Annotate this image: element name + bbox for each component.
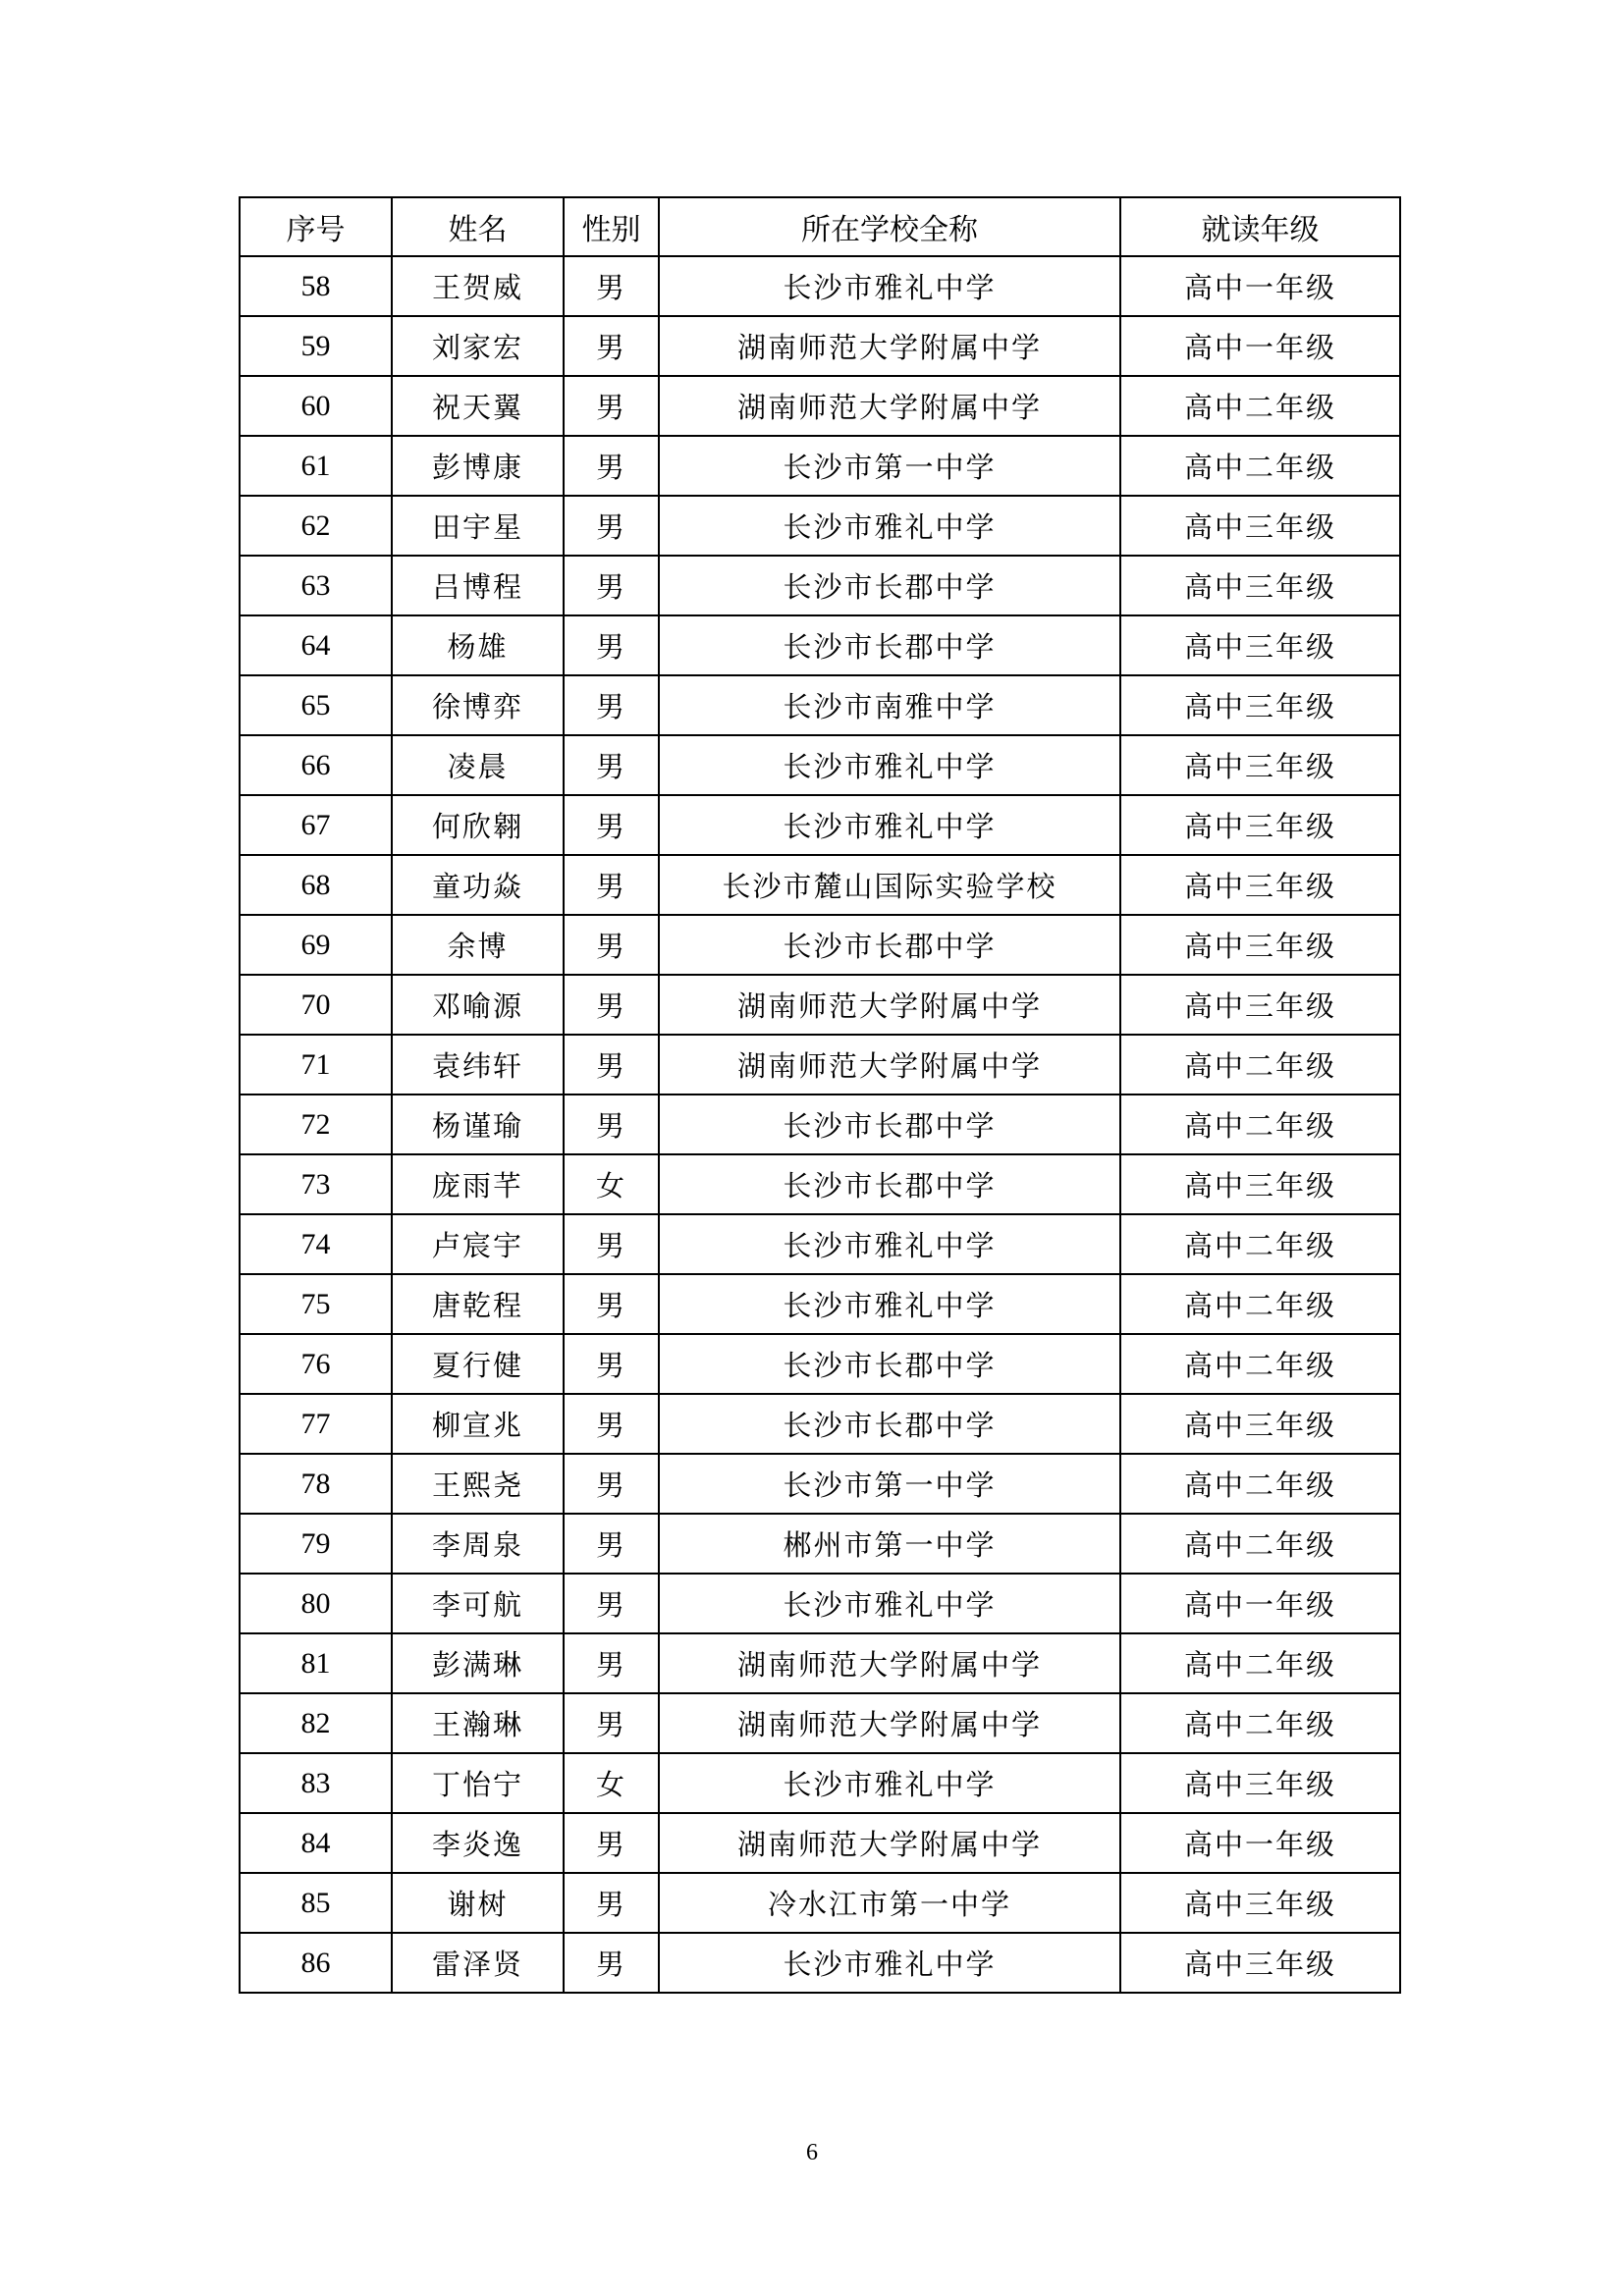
cell-serial-number: 64	[240, 615, 392, 675]
cell-serial-number: 78	[240, 1454, 392, 1514]
cell-serial-number: 81	[240, 1633, 392, 1693]
cell-serial-number: 61	[240, 436, 392, 496]
cell-gender: 男	[564, 1933, 659, 1993]
table-row	[240, 1394, 1400, 1454]
cell-name: 祝天翼	[392, 376, 564, 436]
cell-grade: 高中二年级	[1120, 1334, 1400, 1394]
table-row	[240, 1753, 1400, 1813]
cell-name: 邓喻源	[392, 975, 564, 1035]
cell-gender: 男	[564, 376, 659, 436]
cell-serial-number: 60	[240, 376, 392, 436]
table-row	[240, 1873, 1400, 1933]
cell-serial-number: 62	[240, 496, 392, 556]
cell-serial-number: 77	[240, 1394, 392, 1454]
table-row	[240, 1574, 1400, 1633]
cell-school: 长沙市长郡中学	[659, 1394, 1120, 1454]
cell-name: 唐乾程	[392, 1274, 564, 1334]
cell-gender: 男	[564, 256, 659, 316]
cell-gender: 女	[564, 1154, 659, 1214]
table-body	[240, 256, 1400, 1993]
cell-serial-number: 65	[240, 675, 392, 735]
cell-name: 凌晨	[392, 735, 564, 795]
cell-school: 湖南师范大学附属中学	[659, 1693, 1120, 1753]
cell-school: 湖南师范大学附属中学	[659, 975, 1120, 1035]
page-number: 6	[806, 2140, 818, 2165]
cell-name: 丁怡宁	[392, 1753, 564, 1813]
cell-gender: 男	[564, 1514, 659, 1574]
cell-gender: 男	[564, 1633, 659, 1693]
cell-school: 长沙市长郡中学	[659, 1334, 1120, 1394]
cell-gender: 男	[564, 1873, 659, 1933]
cell-serial-number: 73	[240, 1154, 392, 1214]
cell-gender: 男	[564, 915, 659, 975]
table-row	[240, 1214, 1400, 1274]
cell-serial-number: 59	[240, 316, 392, 376]
table-row	[240, 975, 1400, 1035]
cell-grade: 高中二年级	[1120, 436, 1400, 496]
table-row	[240, 1274, 1400, 1334]
table-row	[240, 556, 1400, 615]
cell-name: 李炎逸	[392, 1813, 564, 1873]
cell-gender: 男	[564, 795, 659, 855]
cell-school: 湖南师范大学附属中学	[659, 1633, 1120, 1693]
cell-name: 王瀚琳	[392, 1693, 564, 1753]
table-row	[240, 675, 1400, 735]
cell-name: 何欣翱	[392, 795, 564, 855]
cell-grade: 高中二年级	[1120, 1095, 1400, 1154]
cell-name: 王熙尧	[392, 1454, 564, 1514]
cell-serial-number: 70	[240, 975, 392, 1035]
cell-grade: 高中二年级	[1120, 376, 1400, 436]
cell-school: 郴州市第一中学	[659, 1514, 1120, 1574]
cell-serial-number: 63	[240, 556, 392, 615]
cell-serial-number: 80	[240, 1574, 392, 1633]
table-header-row	[240, 197, 1400, 256]
cell-gender: 男	[564, 1454, 659, 1514]
cell-school: 长沙市雅礼中学	[659, 735, 1120, 795]
cell-serial-number: 74	[240, 1214, 392, 1274]
cell-school: 长沙市长郡中学	[659, 915, 1120, 975]
cell-grade: 高中三年级	[1120, 855, 1400, 915]
cell-name: 杨谨瑜	[392, 1095, 564, 1154]
cell-gender: 男	[564, 1035, 659, 1095]
cell-school: 长沙市第一中学	[659, 436, 1120, 496]
cell-gender: 男	[564, 1274, 659, 1334]
cell-serial-number: 76	[240, 1334, 392, 1394]
table-row	[240, 1693, 1400, 1753]
cell-grade: 高中二年级	[1120, 1214, 1400, 1274]
cell-name: 谢树	[392, 1873, 564, 1933]
cell-name: 彭博康	[392, 436, 564, 496]
cell-name: 徐博弈	[392, 675, 564, 735]
table-row	[240, 1035, 1400, 1095]
cell-grade: 高中三年级	[1120, 915, 1400, 975]
cell-name: 袁纬轩	[392, 1035, 564, 1095]
cell-name: 庞雨芊	[392, 1154, 564, 1214]
cell-serial-number: 71	[240, 1035, 392, 1095]
cell-gender: 男	[564, 316, 659, 376]
cell-grade: 高中三年级	[1120, 496, 1400, 556]
student-roster-table	[239, 196, 1401, 1994]
table-row	[240, 376, 1400, 436]
header-name: 姓名	[392, 197, 564, 256]
table-row	[240, 855, 1400, 915]
cell-serial-number: 72	[240, 1095, 392, 1154]
cell-grade: 高中三年级	[1120, 795, 1400, 855]
cell-serial-number: 68	[240, 855, 392, 915]
cell-serial-number: 79	[240, 1514, 392, 1574]
cell-school: 长沙市长郡中学	[659, 1095, 1120, 1154]
cell-serial-number: 85	[240, 1873, 392, 1933]
header-grade: 就读年级	[1120, 197, 1400, 256]
cell-gender: 男	[564, 975, 659, 1035]
table-row	[240, 915, 1400, 975]
header-gender: 性别	[564, 197, 659, 256]
cell-name: 王贺威	[392, 256, 564, 316]
cell-grade: 高中三年级	[1120, 615, 1400, 675]
cell-grade: 高中三年级	[1120, 735, 1400, 795]
cell-grade: 高中三年级	[1120, 1753, 1400, 1813]
cell-school: 长沙市雅礼中学	[659, 795, 1120, 855]
cell-school: 长沙市长郡中学	[659, 615, 1120, 675]
table-row	[240, 1334, 1400, 1394]
cell-grade: 高中一年级	[1120, 1574, 1400, 1633]
cell-serial-number: 82	[240, 1693, 392, 1753]
cell-school: 湖南师范大学附属中学	[659, 1813, 1120, 1873]
cell-school: 湖南师范大学附属中学	[659, 376, 1120, 436]
cell-serial-number: 69	[240, 915, 392, 975]
cell-grade: 高中二年级	[1120, 1633, 1400, 1693]
cell-grade: 高中三年级	[1120, 556, 1400, 615]
table-row	[240, 1813, 1400, 1873]
cell-grade: 高中二年级	[1120, 1274, 1400, 1334]
cell-school: 长沙市第一中学	[659, 1454, 1120, 1514]
header-school: 所在学校全称	[659, 197, 1120, 256]
table-row	[240, 1454, 1400, 1514]
cell-gender: 男	[564, 1574, 659, 1633]
cell-name: 杨雄	[392, 615, 564, 675]
table-row	[240, 496, 1400, 556]
cell-school: 长沙市雅礼中学	[659, 1933, 1120, 1993]
cell-grade: 高中一年级	[1120, 1813, 1400, 1873]
table-row	[240, 1514, 1400, 1574]
cell-name: 余博	[392, 915, 564, 975]
cell-school: 湖南师范大学附属中学	[659, 1035, 1120, 1095]
cell-school: 长沙市雅礼中学	[659, 256, 1120, 316]
cell-name: 夏行健	[392, 1334, 564, 1394]
cell-grade: 高中一年级	[1120, 316, 1400, 376]
cell-school: 冷水江市第一中学	[659, 1873, 1120, 1933]
cell-name: 柳宣兆	[392, 1394, 564, 1454]
cell-grade: 高中二年级	[1120, 1693, 1400, 1753]
cell-name: 田宇星	[392, 496, 564, 556]
cell-serial-number: 67	[240, 795, 392, 855]
cell-name: 童功焱	[392, 855, 564, 915]
cell-gender: 男	[564, 675, 659, 735]
cell-school: 长沙市雅礼中学	[659, 1574, 1120, 1633]
table-row	[240, 436, 1400, 496]
cell-serial-number: 58	[240, 256, 392, 316]
cell-gender: 女	[564, 1753, 659, 1813]
cell-name: 李可航	[392, 1574, 564, 1633]
cell-gender: 男	[564, 436, 659, 496]
cell-gender: 男	[564, 1334, 659, 1394]
cell-name: 雷泽贤	[392, 1933, 564, 1993]
table-row	[240, 795, 1400, 855]
table-row	[240, 1633, 1400, 1693]
cell-grade: 高中三年级	[1120, 675, 1400, 735]
cell-grade: 高中一年级	[1120, 256, 1400, 316]
cell-gender: 男	[564, 1095, 659, 1154]
cell-gender: 男	[564, 855, 659, 915]
header-serial-number: 序号	[240, 197, 392, 256]
cell-gender: 男	[564, 1813, 659, 1873]
cell-gender: 男	[564, 496, 659, 556]
cell-grade: 高中二年级	[1120, 1514, 1400, 1574]
cell-school: 长沙市雅礼中学	[659, 1274, 1120, 1334]
cell-school: 长沙市麓山国际实验学校	[659, 855, 1120, 915]
cell-school: 湖南师范大学附属中学	[659, 316, 1120, 376]
cell-grade: 高中三年级	[1120, 975, 1400, 1035]
table-row	[240, 316, 1400, 376]
cell-gender: 男	[564, 615, 659, 675]
cell-gender: 男	[564, 1394, 659, 1454]
cell-grade: 高中二年级	[1120, 1035, 1400, 1095]
cell-gender: 男	[564, 556, 659, 615]
table-row	[240, 1154, 1400, 1214]
cell-serial-number: 86	[240, 1933, 392, 1993]
cell-serial-number: 83	[240, 1753, 392, 1813]
cell-gender: 男	[564, 1214, 659, 1274]
table-row	[240, 615, 1400, 675]
cell-name: 刘家宏	[392, 316, 564, 376]
cell-grade: 高中三年级	[1120, 1933, 1400, 1993]
cell-serial-number: 66	[240, 735, 392, 795]
cell-grade: 高中三年级	[1120, 1873, 1400, 1933]
cell-name: 吕博程	[392, 556, 564, 615]
cell-school: 长沙市长郡中学	[659, 1154, 1120, 1214]
cell-grade: 高中三年级	[1120, 1154, 1400, 1214]
cell-name: 李周泉	[392, 1514, 564, 1574]
cell-grade: 高中三年级	[1120, 1394, 1400, 1454]
table-row	[240, 1095, 1400, 1154]
cell-school: 长沙市南雅中学	[659, 675, 1120, 735]
cell-school: 长沙市雅礼中学	[659, 1214, 1120, 1274]
cell-grade: 高中二年级	[1120, 1454, 1400, 1514]
cell-name: 卢宸宇	[392, 1214, 564, 1274]
cell-serial-number: 75	[240, 1274, 392, 1334]
cell-gender: 男	[564, 1693, 659, 1753]
table-row	[240, 735, 1400, 795]
cell-school: 长沙市雅礼中学	[659, 496, 1120, 556]
table-row	[240, 256, 1400, 316]
cell-name: 彭满琳	[392, 1633, 564, 1693]
table-row	[240, 1933, 1400, 1993]
cell-school: 长沙市长郡中学	[659, 556, 1120, 615]
cell-gender: 男	[564, 735, 659, 795]
cell-school: 长沙市雅礼中学	[659, 1753, 1120, 1813]
cell-serial-number: 84	[240, 1813, 392, 1873]
